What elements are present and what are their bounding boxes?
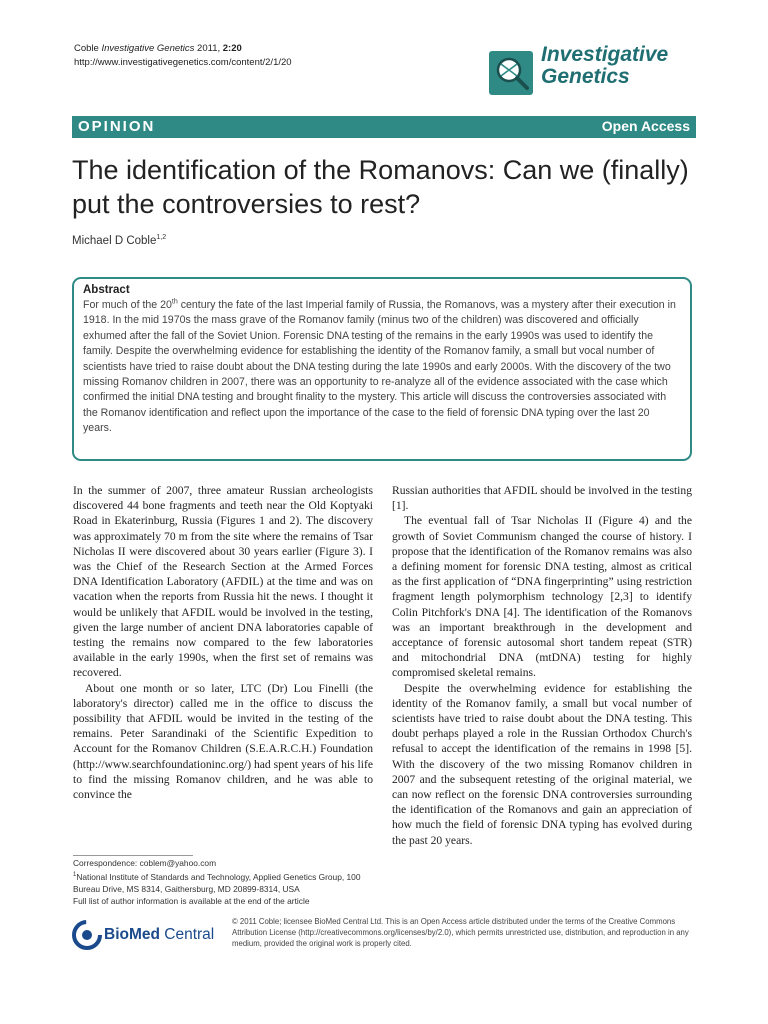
body-column-left	[73, 483, 373, 802]
open-access-badge: Open Access	[601, 118, 690, 134]
author-info-note: Full list of author information is available at the end of the article	[73, 895, 310, 906]
author-affiliation-marks: 1,2	[156, 234, 167, 241]
footnotes	[73, 857, 383, 907]
affiliation: $^1$National Institute of Standards and Technology, Applied Genetics Group, 100 Bureau Drive, MS 8314, Gaithersburg, MD 20899-8314, USA	[73, 871, 361, 894]
citation-year: 2011,	[197, 43, 221, 54]
body-paragraph: Russian authorities that AFDIL should be involved in the testing [1].	[392, 484, 692, 513]
body-paragraph: About one month or so later, LTC (Dr) Lou Finelli (the laboratory's director) called me in the office to discuss the possibility that AFDIL would be invited in the testing of the remains. Peter Sarandinaki of the Scientific Expedition to Account for the Romanov Children (S.E.A.R.C.H.) Foundation (http://www.searchfoundationinc.org/) had spent years of his life to find the missing Romanov children, and he was able to convince the	[73, 681, 373, 802]
footnote-divider	[73, 855, 193, 856]
body-column-right	[392, 483, 692, 848]
section-label: OPINION	[78, 118, 156, 135]
section-bar	[72, 116, 696, 138]
author-line	[72, 234, 166, 247]
biomed-swirl-icon	[72, 920, 102, 950]
correspondence: Correspondence: coblem@yahoo.com	[73, 858, 217, 868]
citation-volume: 2:20	[222, 43, 242, 54]
journal-logo	[488, 44, 698, 100]
citation-author: Coble	[74, 43, 99, 54]
body-paragraph: In the summer of 2007, three amateur Russian archeologists discovered 44 bone fragments and teeth near the Old Koptyaki Road in Ekaterinburg, Russia (Figures 1 and 2). The discovery was approximately 70 m from the site where the remains of Tsar Nicholas II were discovered about 30 years earlier (Figure 3). I was the Chief of the Research Section at the Armed Forces DNA Identification Laboratory (AFDIL) at the time and was on vacation when the reports from Russia hit the news. I thought it would be unlikely that AFDIL would be involved in the testing, given the large number of ancient DNA laboratories capable of testing the remains now compared to the few laboratories available in the early 1990s, when the first set of remains was recovered.	[73, 484, 373, 680]
journal-name: Investigative Genetics	[541, 43, 669, 88]
citation-line	[74, 42, 292, 56]
abstract-heading: Abstract	[83, 284, 130, 296]
publisher-logo	[72, 920, 222, 950]
article-title: The identification of the Romanovs: Can we (finally) put the controversies to rest?	[72, 155, 689, 219]
citation-header	[74, 42, 292, 70]
body-paragraph: Despite the overwhelming evidence for establishing the identity of the Romanov family, a small but vocal number of scientists have tried to raise doubt about the DNA testing. This doubt perhaps played a role in the Russian Orthodox Church's refusal to accept the identification of the remains in 1998 [5]. With the discovery of the two missing Romanov children in 2007 and the subsequent retesting of the original material, we can now reflect on the forensic DNA controversies surrounding the identification of the Romanovs and gain an appreciation of how much the field of forensic DNA typing has evolved during the past 20 years.	[392, 681, 692, 847]
author-name: Michael D Coble	[72, 234, 157, 247]
license-text: © 2011 Coble; licensee BioMed Central Ltd. This is an Open Access article distributed under the terms of the Creative Commons Attribution License (http://creativecommons.org/licenses/by/2.0), which permits unrestricted use, distribution, and reproduction in any medium, provided the original work is properly cited.	[232, 917, 689, 948]
citation-url[interactable]: http://www.investigativegenetics.com/content/2/1/20	[74, 57, 292, 68]
abstract-text: For much of the 20th century the fate of the last Imperial family of Russia, the Romanovs, was a mystery after their execution in 1918. In the mid 1970s the mass grave of the Romanov family (minus two of the children) was discovered and officially exhumed after the fall of the Soviet Union. Forensic DNA testing of the remains in the early 1990s was used to identify the family. Despite the overwhelming evidence for establishing the identity of the Romanov family, a small but vocal number of scientists have tried to raise doubt about the DNA testing during the late 1990s and early 2000s. With the discovery of the two missing Romanov children in 2007, there was an opportunity to re-analyze all of the evidence associated with the case which confirmed the initial DNA testing and brought finality to the mystery. This article will discuss the controversies associated with the Romanov identification and reflect upon the importance of the case to the field of forensic DNA typing over the last 20 years.	[83, 298, 676, 435]
body-paragraph: The eventual fall of Tsar Nicholas II (Figure 4) and the growth of Soviet Communism changed the course of history. I propose that the identification of the Romanov remains was also a defining moment for forensic DNA testing, almost as critical as the first application of “DNA fingerprinting” using restriction fragment length polymorphism technology [2,3] to identify Colin Pitchfork's DNA [4]. The identification of the Romanovs was an important breakthrough in the development and acceptance of forensic autosomal short tandem repeat (STR) and mitochondrial DNA (mtDNA) testing for highly compromised skeletal remains.	[392, 514, 692, 680]
magnifier-dna-icon	[488, 50, 534, 96]
abstract-box	[72, 277, 692, 461]
publisher-name: BioMed Central	[104, 926, 215, 943]
citation-journal: Investigative Genetics	[101, 43, 195, 54]
